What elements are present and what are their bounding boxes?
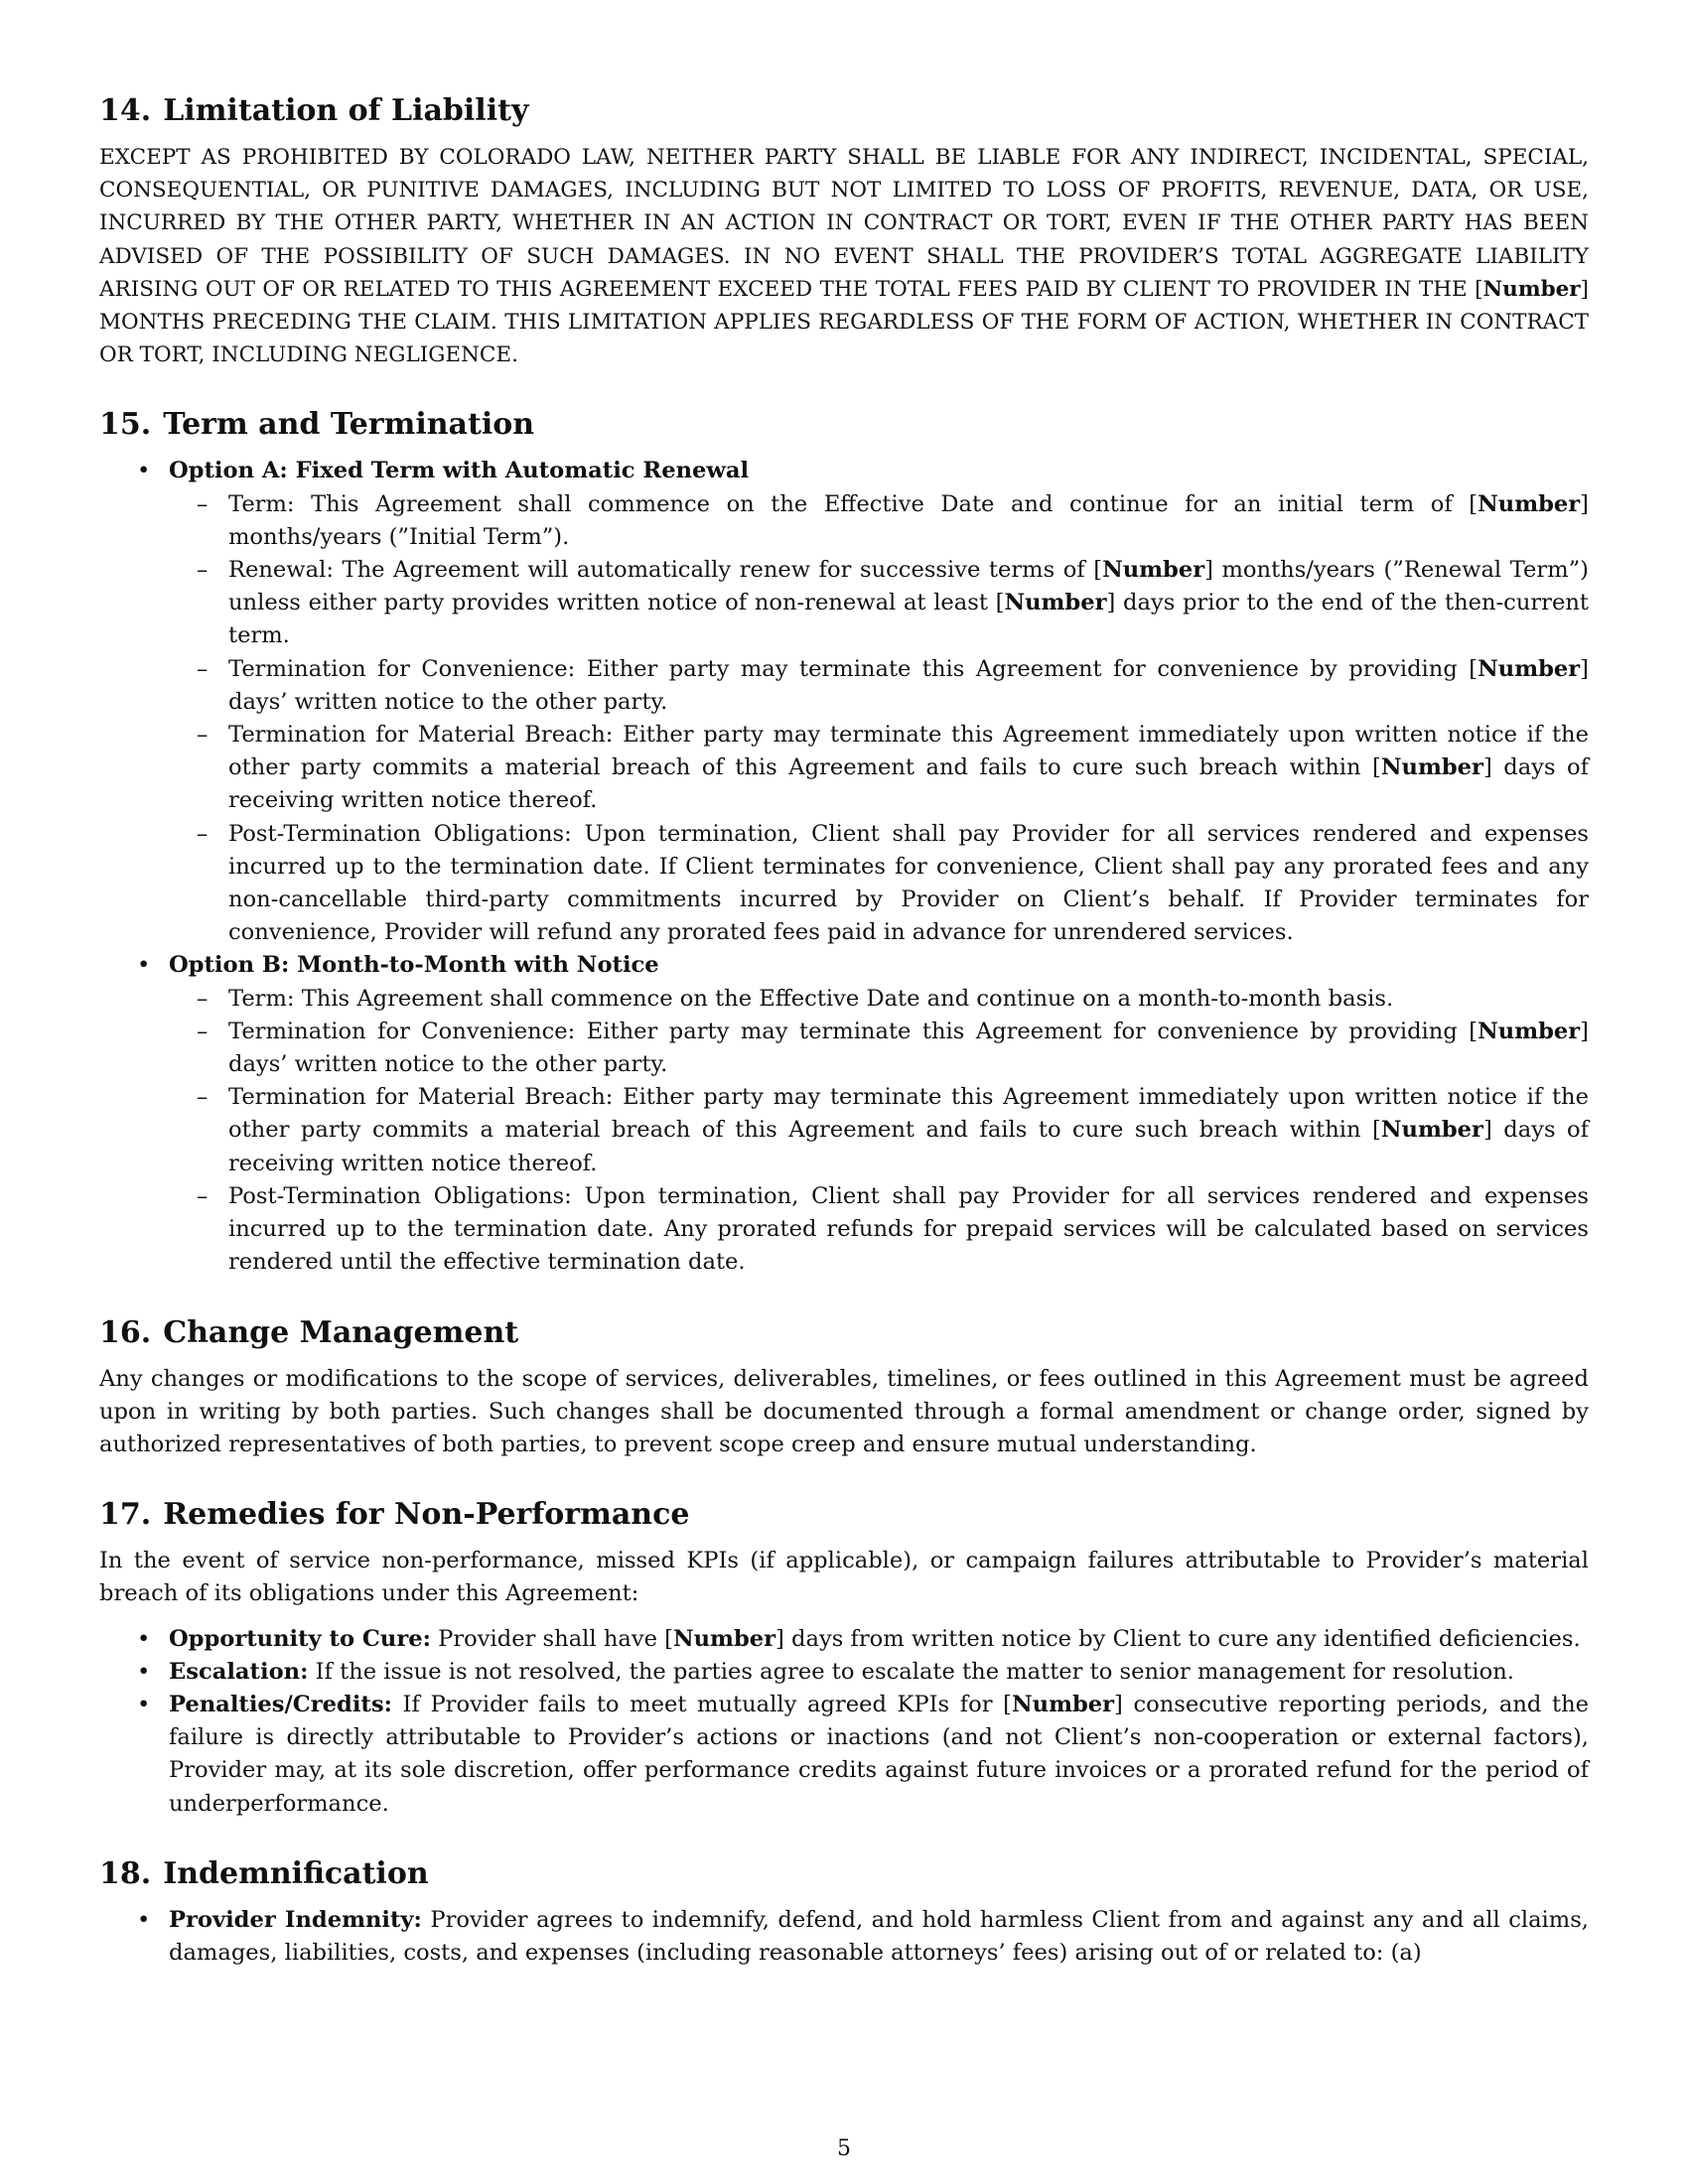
placeholder-number: Number — [1380, 754, 1483, 781]
bullet-list — [99, 1904, 1589, 1970]
section-intro: In the event of service non-performance, missed KPIs (if applicable), or campaign failures attributable to Provider’s material breach of its obligations under this Agreement: — [99, 1548, 1589, 1607]
list-item-provider-indemnity: • Provider Indemnity: Provider agrees to indemnify, defend, and hold harmless Client from and against any and all claims, damages, liabilities, costs, and expenses (including reasonable attorneys’ fees) arising out of or related to: (a) — [99, 1904, 1589, 1970]
list-item-cure: • Opportunity to Cure: Provider shall have [Number] days from written notice by Client to cure any identified deficiencies. — [99, 1623, 1589, 1656]
section-17 — [99, 1495, 1589, 1821]
placeholder-number: Number — [1482, 276, 1581, 302]
placeholder-number: Number — [1102, 557, 1205, 584]
sub-item-convenience: – Termination for Convenience: Either party may terminate this Agreement for convenience by providing [Number] days’ written notice to the other party. — [169, 653, 1589, 719]
bullet-list — [99, 1623, 1589, 1821]
sub-item-post-termination: – Post-Termination Obligations: Upon termination, Client shall pay Provider for all services rendered and expenses incurred up to the termination date. If Client terminates for convenience, Client shall pay any prorated fees and any non-cancellable third-party commitments incurred by Provider on Client’s behalf. If Provider terminates for convenience, Provider will refund any prorated fees paid in advance for unrendered services. — [169, 818, 1589, 950]
placeholder-number: Number — [672, 1625, 776, 1652]
option-label: Option B: Month-to-Month with Notice — [169, 952, 659, 979]
sub-item-breach: – Termination for Material Breach: Either party may terminate this Agreement immediately upon written notice if the other party commits a material breach of this Agreement and fails to cure such breach within [Number] days of receiving written notice thereof. — [169, 719, 1589, 818]
placeholder-number: Number — [1477, 1018, 1581, 1044]
section-body: EXCEPT AS PROHIBITED BY COLORADO LAW, NEITHER PARTY SHALL BE LIABLE FOR ANY INDIRECT, INCIDENTAL, SPECIAL, CONSEQUENTIAL, OR PUNITIVE DAMAGES, INCLUDING BUT NOT LIMITED TO LOSS OF PROFITS, REVENUE, DATA, OR USE, INCURRED BY THE OTHER PARTY, WHETHER IN AN ACTION IN CONTRACT OR TORT, EVEN IF THE OTHER PARTY HAS BEEN ADVISED OF THE POSSIBILITY OF SUCH DAMAGES. IN NO EVENT SHALL THE PROVIDER’S TOTAL AGGREGATE LIABILITY ARISING OUT OF OR RELATED TO THIS AGREEMENT EXCEED THE TOTAL FEES PAID BY CLIENT TO PROVIDER IN THE [Number] MONTHS PRECEDING THE CLAIM. THIS LIMITATION APPLIES REGARDLESS OF THE FORM OF ACTION, WHETHER IN CONTRACT OR TORT, INCLUDING NEGLIGENCE. — [99, 145, 1589, 368]
placeholder-number: Number — [1477, 490, 1581, 517]
section-15 — [99, 405, 1589, 1279]
bullet-list — [99, 455, 1589, 1279]
sub-item-convenience: – Termination for Convenience: Either party may terminate this Agreement for convenience by providing [Number] days’ written notice to the other party. — [169, 1016, 1589, 1081]
sub-item-term: – Term: This Agreement shall commence on the Effective Date and continue on a month-to-month basis. — [169, 983, 1589, 1016]
list-item-option-b — [99, 949, 1589, 1279]
page-number: 5 — [837, 2136, 851, 2161]
sub-list — [169, 488, 1589, 950]
sub-list — [169, 983, 1589, 1280]
list-item-escalation: • Escalation: If the issue is not resolved, the parties agree to escalate the matter to senior management for resolution. — [99, 1656, 1589, 1689]
list-item-option-a — [99, 455, 1589, 949]
placeholder-number: Number — [1004, 590, 1107, 616]
section-14 — [99, 91, 1589, 371]
section-heading: 14. Limitation of Liability — [99, 93, 529, 128]
option-label: Option A: Fixed Term with Automatic Renewal — [169, 458, 750, 484]
sub-item-renewal: – Renewal: The Agreement will automatically renew for successive terms of [Number] months/years (”Renewal Term”) unless either party provides written notice of non-renewal at least [Number] days prior to the end of the then-current term. — [169, 554, 1589, 653]
section-heading: 18. Indemnification — [99, 1855, 429, 1891]
document-page — [99, 91, 1589, 2003]
placeholder-number: Number — [1011, 1691, 1115, 1717]
sub-item-post-termination: – Post-Termination Obligations: Upon termination, Client shall pay Provider for all services rendered and expenses incurred up to the termination date. Any prorated refunds for prepaid services will be calculated based on services rendered until the effective termination date. — [169, 1180, 1589, 1280]
placeholder-number: Number — [1477, 655, 1581, 682]
section-16 — [99, 1313, 1589, 1462]
sub-item-term: – Term: This Agreement shall commence on the Effective Date and continue for an initial term of [Number] months/years (”Initial Term”). — [169, 488, 1589, 554]
placeholder-number: Number — [1380, 1117, 1483, 1144]
section-heading: 15. Term and Termination — [99, 407, 535, 443]
section-heading: 16. Change Management — [99, 1314, 519, 1350]
section-18 — [99, 1854, 1589, 1970]
sub-item-breach: – Termination for Material Breach: Either party may terminate this Agreement immediately upon written notice if the other party commits a material breach of this Agreement and fails to cure such breach within [Number] days of receiving written notice thereof. — [169, 1081, 1589, 1180]
list-item-penalties: • Penalties/Credits: If Provider fails to meet mutually agreed KPIs for [Number] consecutive reporting periods, and the failure is directly attributable to Provider’s actions or inactions (and not Client’s non-cooperation or external factors), Provider may, at its sole discretion, offer performance credits against future invoices or a prorated refund for the period of underperformance. — [99, 1689, 1589, 1821]
section-body: Any changes or modifications to the scope of services, deliverables, timelines, or fees outlined in this Agreement must be agreed upon in writing by both parties. Such changes shall be documented through a formal amendment or change order, signed by authorized representatives of both parties, to prevent scope creep and ensure mutual understanding. — [99, 1365, 1589, 1457]
section-heading: 17. Remedies for Non-Performance — [99, 1497, 690, 1533]
